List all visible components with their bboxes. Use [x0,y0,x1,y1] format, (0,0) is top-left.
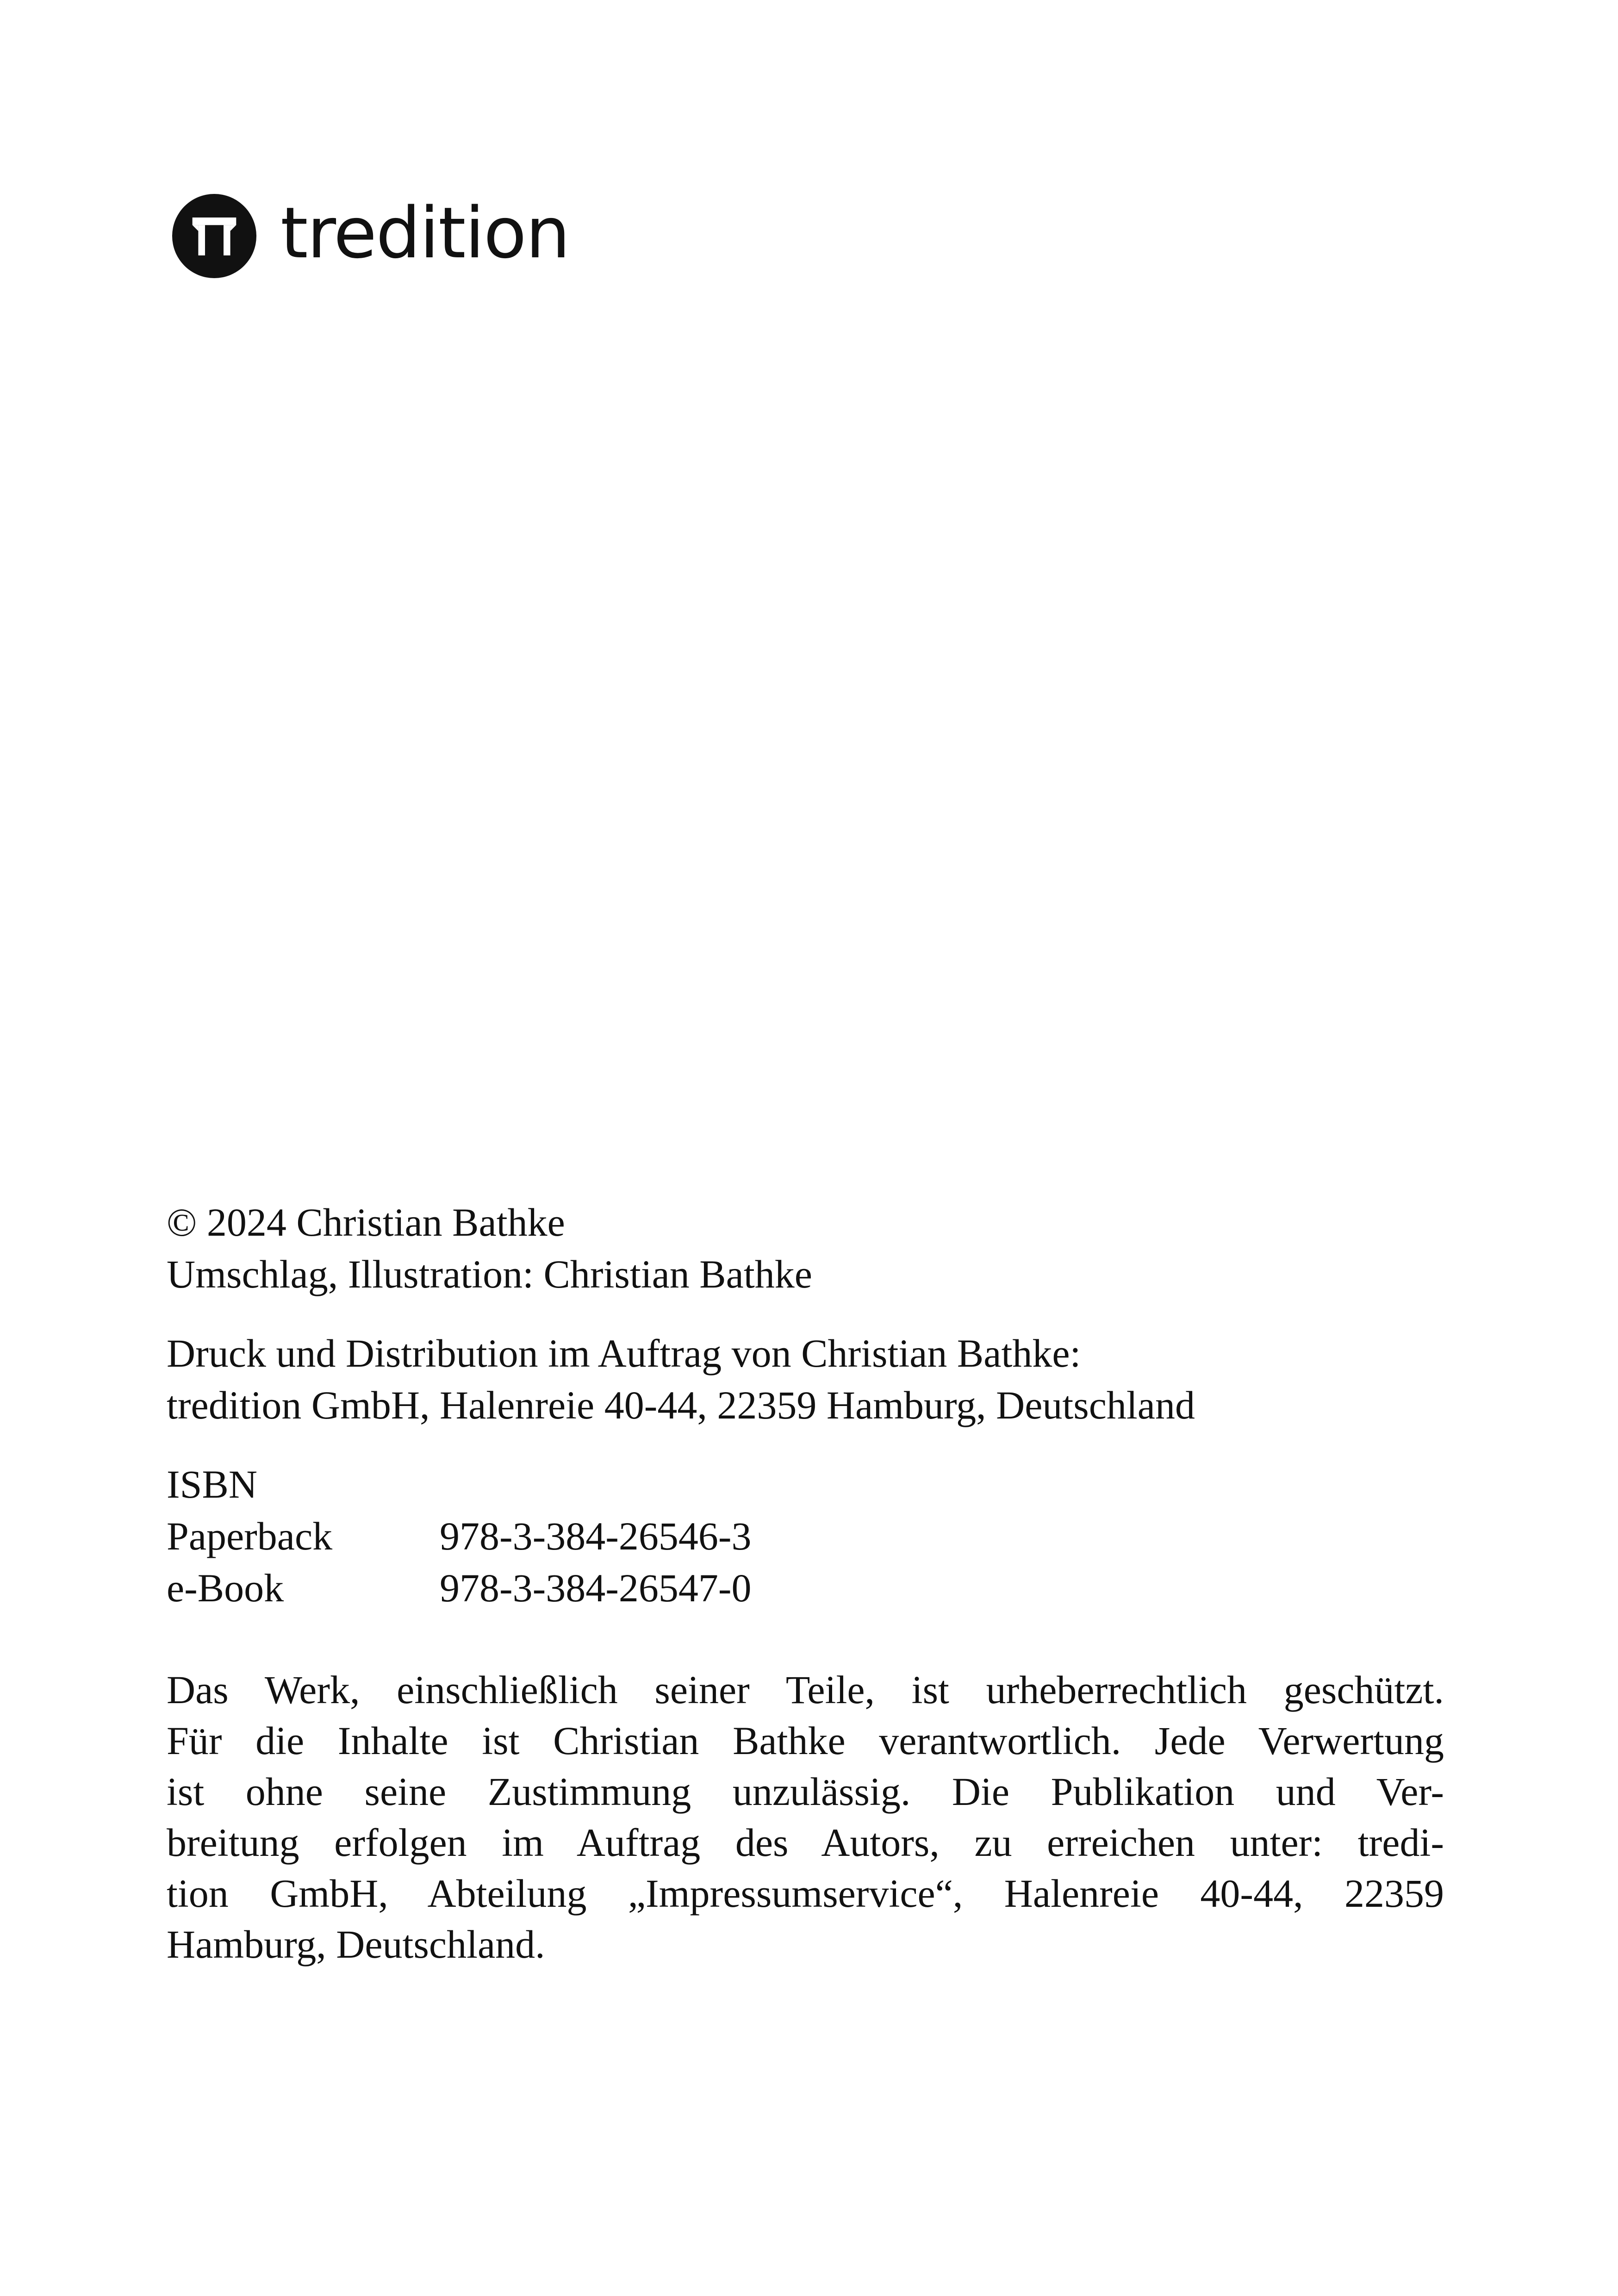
distribution-block [167,1327,1444,1431]
distribution-line: Druck und Distribution im Auftrag von Christian Bathke: [167,1331,1081,1375]
legal-notice-line: Für die Inhalte ist Christian Bathke verantwortlich. Jede Verwertung [167,1718,1444,1763]
legal-notice [167,1664,1444,1970]
isbn-value: 978-3-384-26547-0 [440,1566,752,1610]
isbn-block [167,1458,1444,1614]
publisher-name: tredition [280,192,570,274]
isbn-label: Paperback [167,1514,333,1558]
isbn-heading: ISBN [167,1462,257,1506]
legal-notice-line: Hamburg, Deutschland. [167,1922,545,1966]
publisher-address-line: tredition GmbH, Halenreie 40-44, 22359 Hamburg, Deutschland [167,1383,1195,1427]
legal-notice-line: tion GmbH, Abteilung „Impressumservice“, Halenreie 40-44, 22359 [167,1871,1444,1916]
tredition-logo-icon [172,194,256,278]
copyright-line: © 2024 Christian Bathke [167,1200,565,1244]
isbn-row-paperback [167,1510,1444,1562]
cover-credit-line: Umschlag, Illustration: Christian Bathke [167,1252,812,1296]
isbn-row-ebook [167,1562,1444,1614]
legal-notice-line: Das Werk, einschließlich seiner Teile, ist urheberrechtlich geschützt. [167,1668,1444,1712]
isbn-value: 978-3-384-26546-3 [440,1514,752,1558]
isbn-label: e-Book [167,1566,284,1610]
legal-notice-line: breitung erfolgen im Auftrag des Autors, zu erreichen unter: tredi- [167,1820,1444,1865]
publisher-logo [172,192,569,280]
legal-notice-line: ist ohne seine Zustimmung unzulässig. Die Publikation und Ver- [167,1769,1444,1814]
copyright-block [167,1196,1444,1300]
